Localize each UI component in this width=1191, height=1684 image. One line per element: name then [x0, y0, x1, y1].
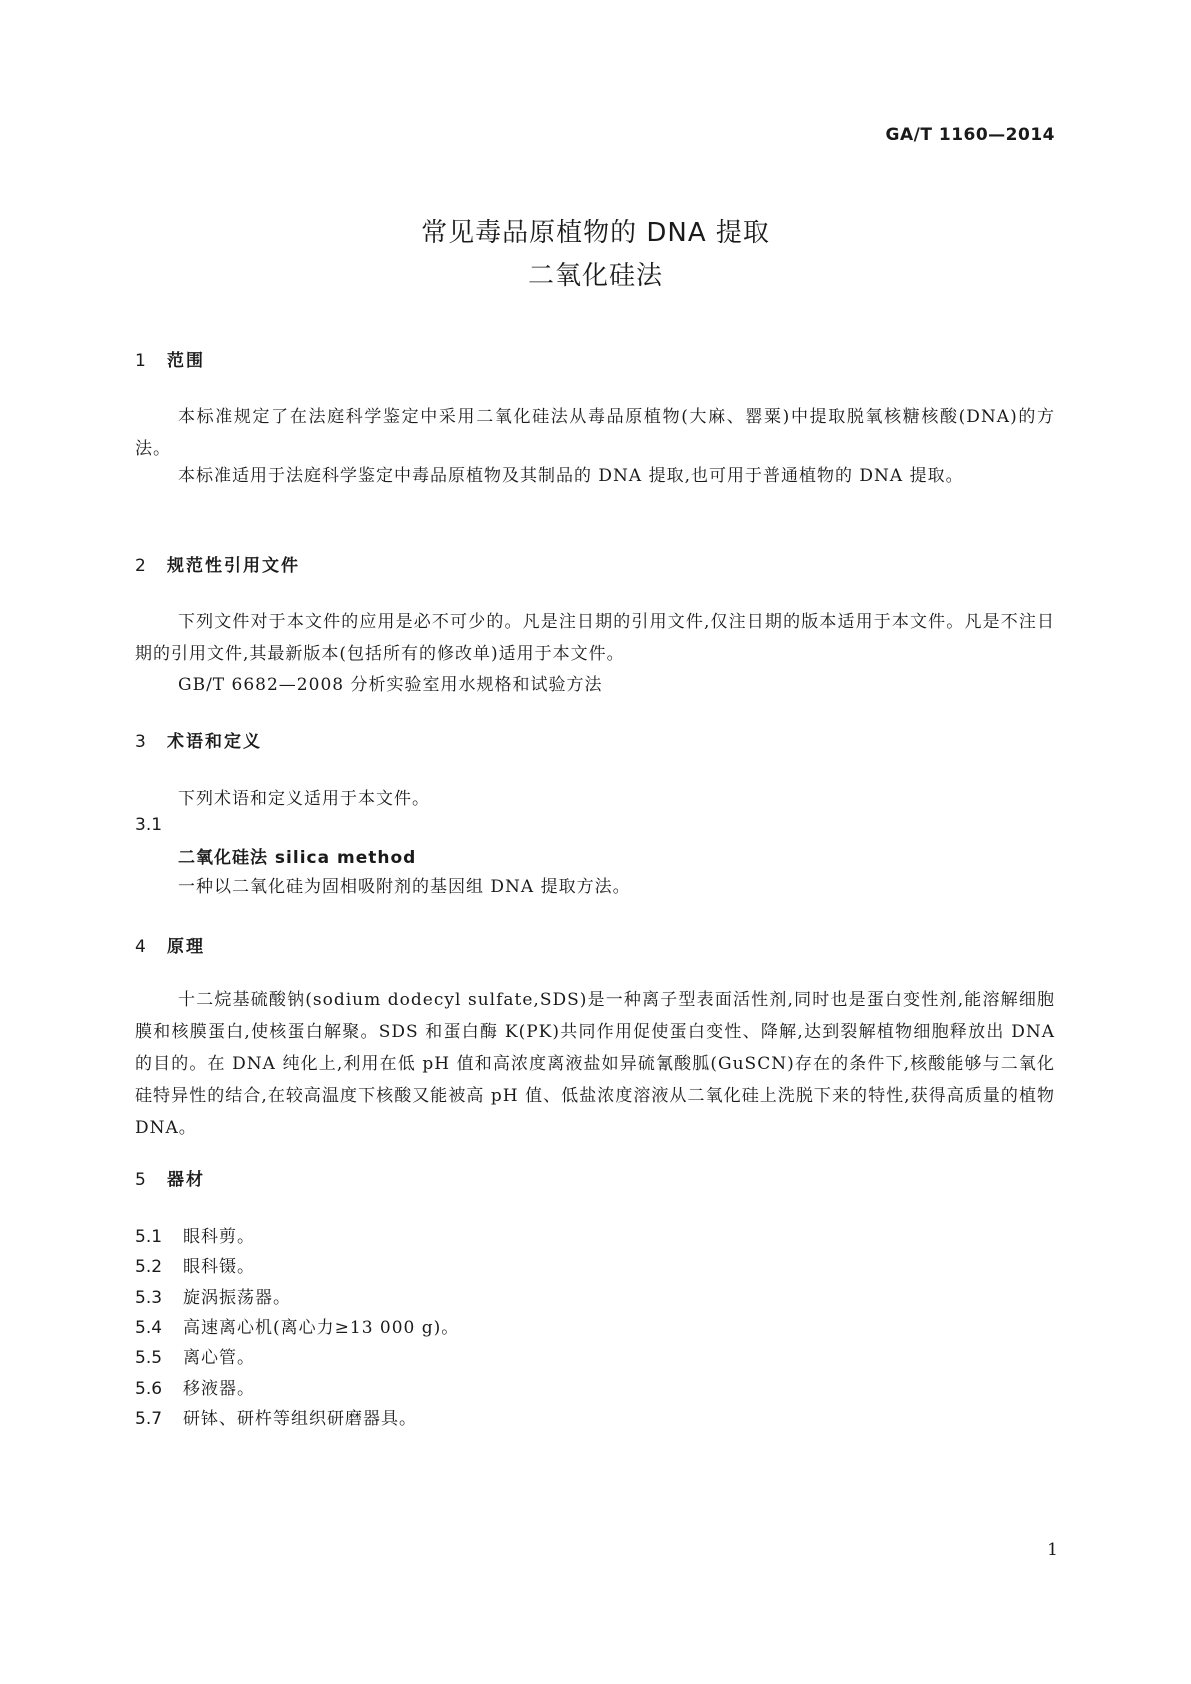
- section-number: 4: [135, 937, 146, 957]
- term-entry: 二氧化硅法 silica method: [178, 848, 417, 868]
- item-text: 旋涡振荡器。: [183, 1288, 291, 1308]
- item-number: 5.1: [135, 1227, 163, 1247]
- document-title: 常见毒品原植物的 DNA 提取: [421, 218, 770, 248]
- section-3-heading: [135, 727, 262, 752]
- document-subtitle: 二氧化硅法: [527, 261, 663, 291]
- list-item: [135, 1283, 291, 1308]
- list-item: [135, 1404, 417, 1429]
- list-item: [135, 1222, 255, 1247]
- section-title: 术语和定义: [167, 732, 262, 752]
- section-1-heading: [135, 346, 205, 371]
- section-number: 5: [135, 1170, 146, 1190]
- page-number: 1: [1047, 1540, 1058, 1560]
- section-3-paragraph-1: 下列术语和定义适用于本文件。: [178, 789, 430, 809]
- list-item: [135, 1252, 255, 1277]
- item-text: 离心管。: [183, 1348, 255, 1368]
- section-1-paragraph-1: 本标准规定了在法庭科学鉴定中采用二氧化硅法从毒品原植物(大麻、罂粟)中提取脱氧核糖核酸(DNA)的方法。: [135, 407, 1055, 459]
- term-definition: 一种以二氧化硅为固相吸附剂的基因组 DNA 提取方法。: [178, 877, 631, 897]
- item-text: 高速离心机(离心力≥13 000 g)。: [183, 1318, 460, 1338]
- item-number: 5.4: [135, 1318, 163, 1338]
- item-number: 5.6: [135, 1379, 163, 1399]
- item-number: 5.7: [135, 1409, 163, 1429]
- section-5-heading: [135, 1165, 205, 1190]
- section-title: 原理: [167, 937, 205, 957]
- list-item: [135, 1374, 255, 1399]
- list-item: [135, 1313, 459, 1338]
- section-2-paragraph-1: 下列文件对于本文件的应用是必不可少的。凡是注日期的引用文件,仅注日期的版本适用于本文件。凡是不注日期的引用文件,其最新版本(包括所有的修改单)适用于本文件。: [135, 612, 1055, 664]
- item-number: 5.2: [135, 1257, 163, 1277]
- section-4-paragraph-1: 十二烷基硫酸钠(sodium dodecyl sulfate,SDS)是一种离子型表面活性剂,同时也是蛋白变性剂,能溶解细胞膜和核膜蛋白,使核蛋白解聚。SDS 和蛋白酶 K(PK)共同作用促使蛋白变性、降解,达到裂解植物细胞释放出 DNA 的目的。在 DNA 纯化上,利用在低 pH 值和高浓度离液盐如异硫氰酸胍(GuSCN)存在的条件下,核酸能够与二氧化硅特异性的结合,在较高温度下核酸又能被高 pH 值、低盐浓度溶液从二氧化硅上洗脱下来的特性,获得高质量的植物 DNA。: [135, 990, 1055, 1138]
- section-title: 范围: [167, 351, 205, 371]
- item-text: 研钵、研杵等组织研磨器具。: [183, 1409, 417, 1429]
- standard-code: GA/T 1160—2014: [885, 125, 1055, 145]
- normative-reference: GB/T 6682—2008 分析实验室用水规格和试验方法: [178, 675, 603, 695]
- section-4-heading: [135, 932, 205, 957]
- section-2-heading: [135, 551, 300, 576]
- section-1-paragraph-2: 本标准适用于法庭科学鉴定中毒品原植物及其制品的 DNA 提取,也可用于普通植物的 DNA 提取。: [178, 466, 964, 486]
- section-number: 2: [135, 556, 146, 576]
- section-title: 器材: [167, 1170, 205, 1190]
- item-text: 眼科镊。: [183, 1257, 255, 1277]
- list-item: [135, 1343, 255, 1368]
- section-title: 规范性引用文件: [167, 556, 300, 576]
- item-text: 移液器。: [183, 1379, 255, 1399]
- section-number: 3: [135, 732, 146, 752]
- section-number: 1: [135, 351, 146, 371]
- item-text: 眼科剪。: [183, 1227, 255, 1247]
- item-number: 5.5: [135, 1348, 163, 1368]
- subsection-number: 3.1: [135, 815, 163, 835]
- item-number: 5.3: [135, 1288, 163, 1308]
